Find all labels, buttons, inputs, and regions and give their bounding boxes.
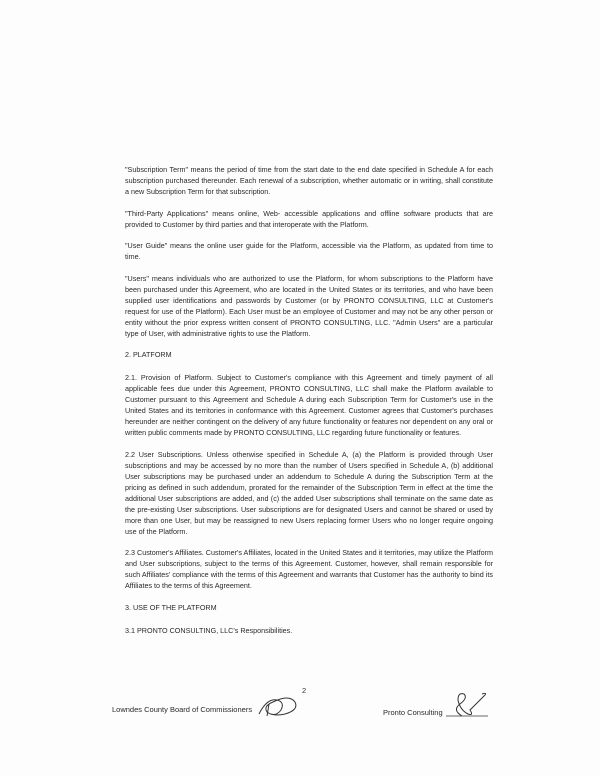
left-signature-icon xyxy=(255,692,301,720)
right-signatory-label: Pronto Consulting xyxy=(383,708,443,717)
clause-2-3: 2.3 Customer's Affiliates. Customer's Affiliates, located in the United States and it territories, may utilize the Platform and User subscriptions, subject to the terms of this Agreement. Customer, however, shall remain responsible for such Affiliates' compliance with the terms of this Agreement and warrants that Customer has the authority to bind its Affiliates to the terms of this Agreement. xyxy=(125,548,493,590)
document-body xyxy=(125,164,493,646)
clause-2-1: 2.1. Provision of Platform. Subject to Customer's compliance with this Agreement and timely payment of all applicable fees due under this Agreement, PRONTO CONSULTING, LLC shall make the Platform available to Customer pursuant to this Agreement and Schedule A during each Subscription Term for Customer's use in the United States and its territories in conformance with this Agreement. Customer agrees that Customer's purchases hereunder are neither contingent on the delivery of any future functionality or features nor dependent on any oral or written public comments made by PRONTO CONSULTING, LLC regarding future functionality or features. xyxy=(125,373,493,437)
page-number: 2 xyxy=(302,686,307,695)
section-heading-use-of-platform: 3. USE OF THE PLATFORM xyxy=(125,602,217,612)
definition-subscription-term: "Subscription Term" means the period of time from the start date to the end date specified in Schedule A for each subscription purchased thereunder. Each renewal of a subscription, whether automatic or in writing, shall constitute a new Subscription Term for that subscription. xyxy=(125,165,493,196)
definition-third-party-applications: "Third-Party Applications" means online, Web- accessible applications and offline software products that are provided to Customer by third parties and that interoperate with the Platform. xyxy=(125,208,493,229)
section-heading-platform: 2. PLATFORM xyxy=(125,350,172,359)
clause-3-1: 3.1 PRONTO CONSULTING, LLC's Responsibilities. xyxy=(125,625,293,635)
definition-users: "Users" means individuals who are authorized to use the Platform, for whom subscriptions to the Platform have been purchased under this Agreement, who are located in the United States or its territories, and who have been supplied user identifications and passwords by Customer (or by PRONTO CONSULTING, LLC at Customer's request for use of the Platform). Each User must be an employee of Customer and may not be any other person or entity without the prior express written consent of PRONTO CONSULTING, LLC. "Admin Users" are a particular type of User, with administrative rights to use the Platform. xyxy=(125,273,493,338)
definition-user-guide: "User Guide" means the online user guide for the Platform, accessible via the Platform, as updated from time to time. xyxy=(125,241,493,261)
right-signature-icon xyxy=(444,690,490,720)
left-signatory-label: Lowndes County Board of Commissioners xyxy=(112,705,253,714)
clause-2-2: 2.2 User Subscriptions. Unless otherwise specified in Schedule A, (a) the Platform is provided through User subscriptions and may be accessed by no more than the number of Users specified in Schedule A, (b) additional User subscriptions may be purchased under an addendum to Schedule A during the Subscription Term at the pricing as defined in such addendum, prorated for the remainder of the Subscription Term in effect at the time the additional User subscriptions are added, and (c) the added User subscriptions shall terminate on the same date as the pre-existing User subscriptions. User subscriptions are for designated Users and cannot be shared or used by more than one User, but may be reassigned to new Users replacing former Users who no longer require ongoing use of the Platform. xyxy=(125,449,493,536)
